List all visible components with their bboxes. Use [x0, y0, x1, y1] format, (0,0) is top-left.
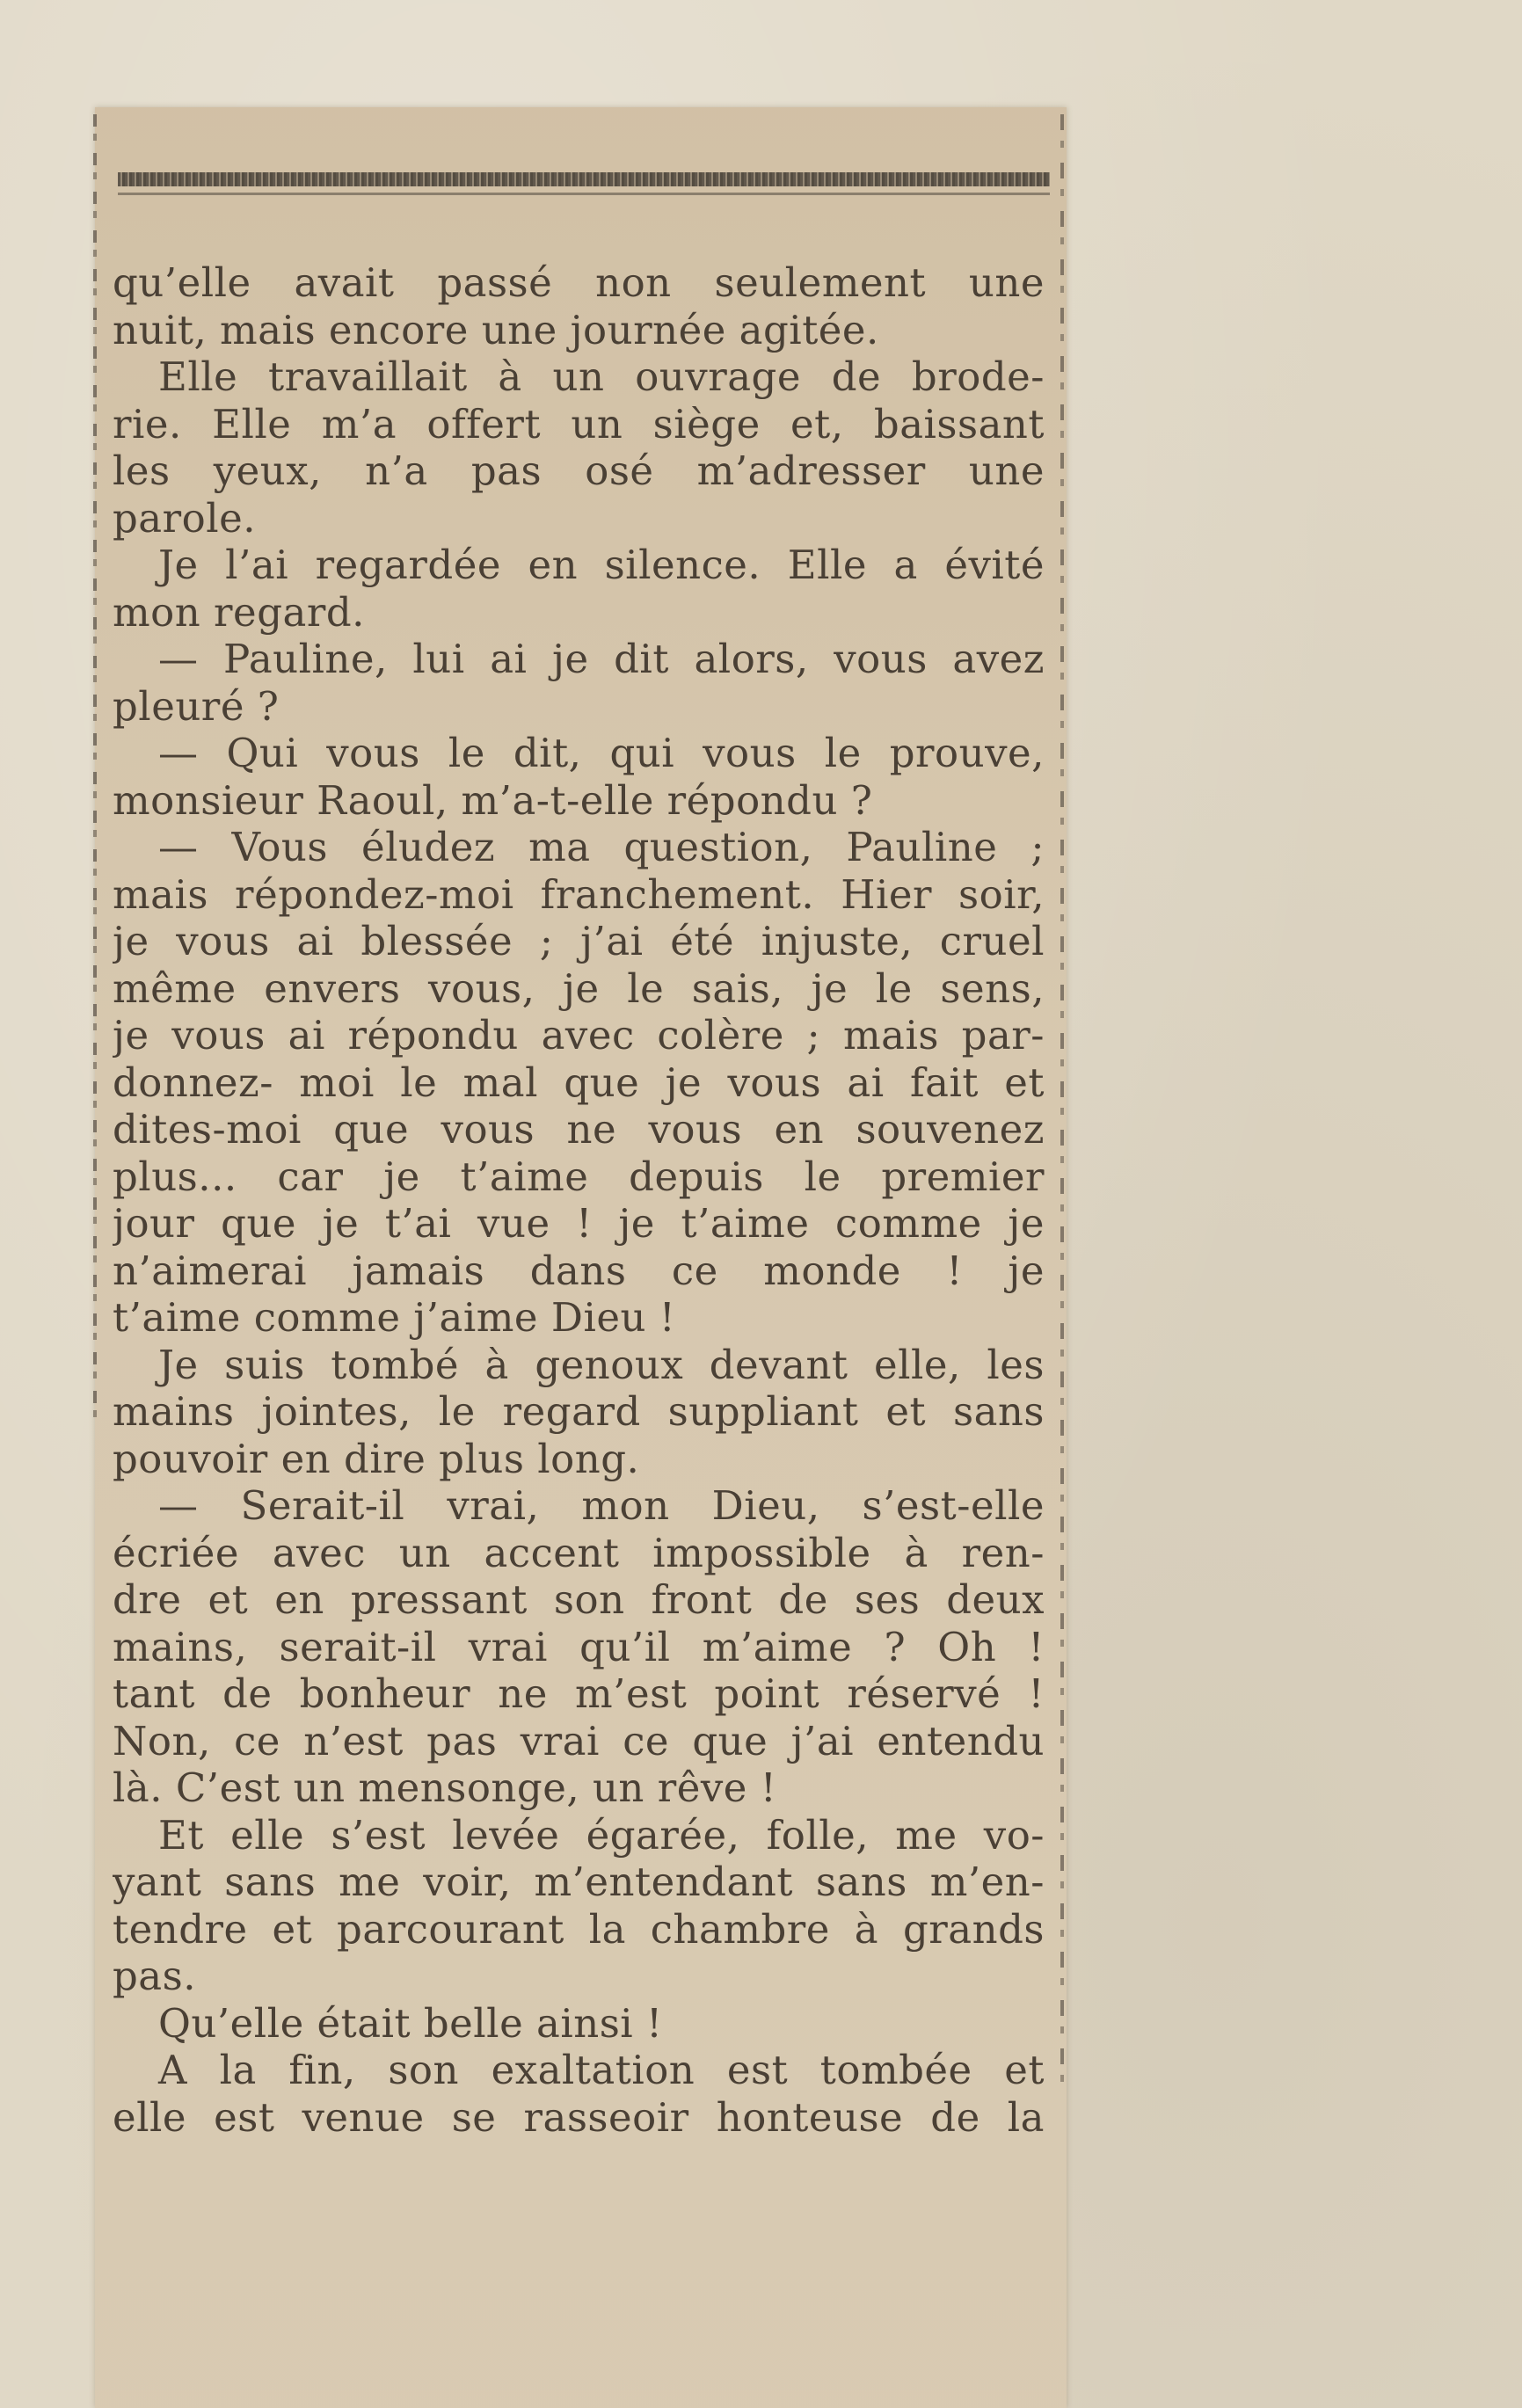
text-line: écriée avec un accent impossible à ren- [113, 1529, 1045, 1576]
text-line: dites-moi que vous ne vous en souvenez [113, 1106, 1045, 1153]
text-line: tendre et parcourant la chambre à grands [113, 1905, 1045, 1953]
text-line: — Pauline, lui ai je dit alors, vous avez [158, 636, 1045, 682]
text-line: mon regard. [113, 588, 365, 636]
header-thin-rule [118, 193, 1050, 195]
text-line: — Qui vous le dit, qui vous le prouve, [158, 730, 1045, 776]
clipping-left-torn-edge [93, 114, 97, 1424]
text-line: — Vous éludez ma question, Pauline ; [158, 824, 1045, 870]
text-line: Je suis tombé à genoux devant elle, les [158, 1341, 1045, 1388]
text-line: dre et en pressant son front de ses deux [113, 1576, 1045, 1623]
text-line: pas. [113, 1953, 197, 1999]
text-line: mains, serait-il vrai qu’il m’aime ? Oh ! [113, 1623, 1045, 1670]
text-line: monsieur Raoul, m’a-t-elle répondu ? [113, 776, 873, 824]
text-line: même envers vous, je le sais, je le sens, [113, 964, 1045, 1012]
text-line: je vous ai répondu avec colère ; mais par- [113, 1012, 1045, 1059]
text-line: mais répondez-moi franchement. Hier soir, [113, 870, 1045, 918]
text-line: A la fin, son exaltation est tombée et [158, 2047, 1045, 2093]
clipping-right-torn-edge [1060, 114, 1064, 2092]
text-line: pouvoir en dire plus long. [113, 1435, 640, 1482]
text-line: nuit, mais encore une journée agitée. [113, 306, 879, 353]
text-line: je vous ai blessée ; j’ai été injuste, cruel [113, 918, 1045, 964]
text-line: parole. [113, 494, 257, 542]
text-line: yant sans me voir, m’entendant sans m’en- [113, 1859, 1045, 1905]
text-line: n’aimerai jamais dans ce monde ! je [113, 1247, 1045, 1294]
text-line: tant de bonheur ne m’est point réservé ! [113, 1670, 1045, 1717]
text-line: Qu’elle était belle ainsi ! [158, 1999, 663, 2047]
text-line: qu’elle avait passé non seulement une [113, 259, 1045, 306]
text-line: t’aime comme j’aime Dieu ! [113, 1294, 676, 1341]
text-line: rie. Elle m’a offert un siège et, baissant [113, 400, 1045, 447]
text-line: pleuré ? [113, 682, 280, 730]
text-line: — Serait-il vrai, mon Dieu, s’est-elle [158, 1482, 1045, 1529]
text-line: elle est venue se rasseoir honteuse de la [113, 2093, 1045, 2141]
text-line: là. C’est un mensonge, un rêve ! [113, 1764, 777, 1811]
text-line: Non, ce n’est pas vrai ce que j’ai entendu [113, 1717, 1045, 1764]
text-column [113, 259, 1045, 2141]
text-line: mains jointes, le regard suppliant et sans [113, 1388, 1045, 1435]
text-line: les yeux, n’a pas osé m’adresser une [113, 447, 1045, 494]
text-line: Et elle s’est levée égarée, folle, me vo- [158, 1811, 1045, 1859]
text-line: plus... car je t’aime depuis le premier [113, 1153, 1045, 1200]
header-decorative-rule [118, 172, 1050, 186]
text-line: Je l’ai regardée en silence. Elle a évité [158, 542, 1045, 588]
text-line: Elle travaillait à un ouvrage de brode- [158, 353, 1045, 400]
text-line: jour que je t’ai vue ! je t’aime comme je [113, 1200, 1045, 1247]
text-line: donnez- moi le mal que je vous ai fait et [113, 1059, 1045, 1106]
